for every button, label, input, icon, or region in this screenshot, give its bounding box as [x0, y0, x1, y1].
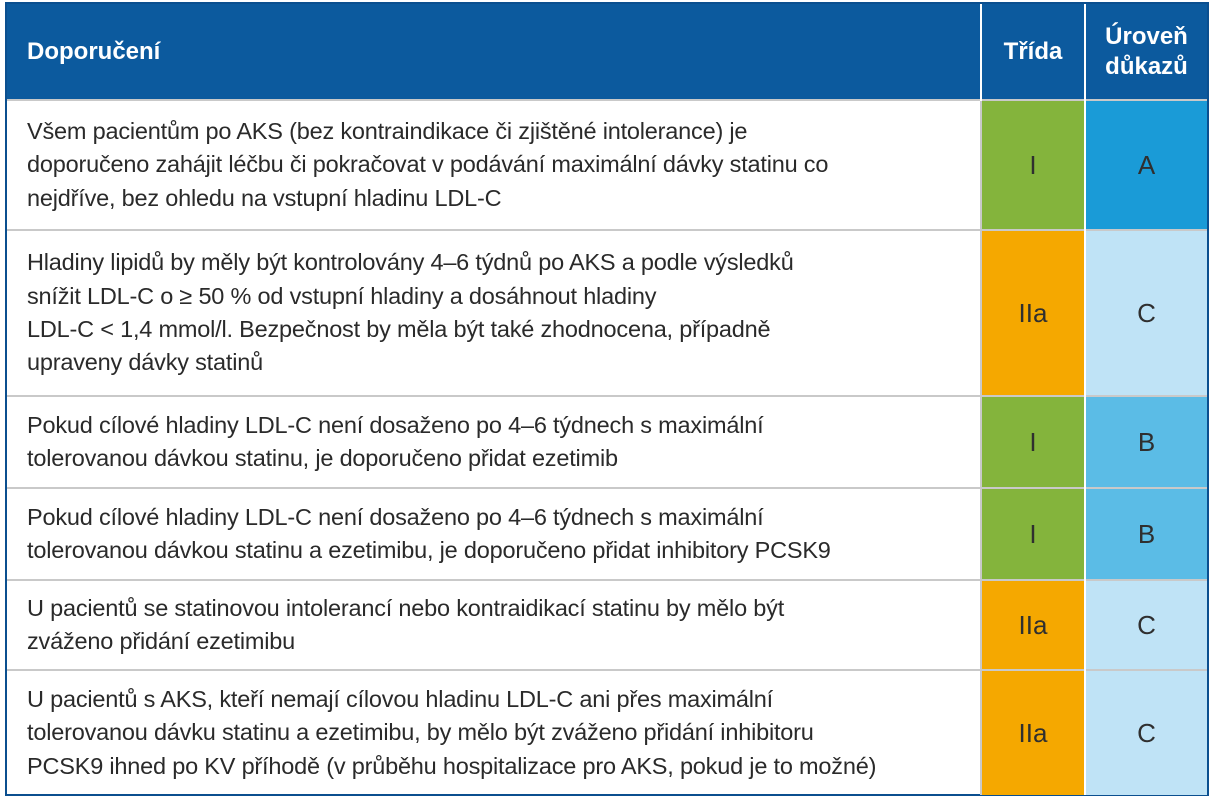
recommendation-line: Pokud cílové hladiny LDL-C není dosaženo po 4–6 týdnech s maximální [27, 503, 764, 530]
recommendation-line: zváženo přidání ezetimibu [27, 628, 296, 654]
level-cell: A [1085, 100, 1207, 230]
header-recommendation: Doporučení [7, 4, 981, 100]
recommendation-cell [7, 580, 981, 670]
table-header-row [7, 4, 1207, 100]
table-row [7, 580, 1207, 670]
class-cell: I [981, 488, 1085, 580]
recommendation-line: nejdříve, bez ohledu na vstupní hladinu LDL-C [27, 184, 502, 211]
table-row [7, 670, 1207, 795]
recommendation-line: tolerovanou dávku statinu a ezetimibu, by mělo být zváženo přidání inhibitoru [27, 719, 814, 746]
header-class: Třída [981, 4, 1085, 100]
recommendation-cell [7, 396, 981, 488]
recommendations-table-frame [5, 2, 1209, 796]
table-row [7, 488, 1207, 580]
level-cell: B [1085, 396, 1207, 488]
class-cell: I [981, 100, 1085, 230]
class-cell: I [981, 396, 1085, 488]
class-cell: IIa [981, 670, 1085, 795]
table-row [7, 100, 1207, 230]
recommendation-line: U pacientů se statinovou intolerancí nebo kontraidikací statinu by mělo být [27, 594, 785, 621]
recommendation-line: Pokud cílové hladiny LDL-C není dosaženo po 4–6 týdnech s maximální [27, 411, 764, 438]
table-row [7, 230, 1207, 396]
level-cell: C [1085, 580, 1207, 670]
table-row [7, 396, 1207, 488]
header-level-of-evidence [1085, 4, 1207, 100]
recommendation-line: upraveny dávky statinů [27, 349, 263, 376]
level-cell: C [1085, 230, 1207, 396]
recommendation-line: PCSK9 ihned po KV příhodě (v průběhu hospitalizace pro AKS, pokud je to možné) [27, 752, 877, 779]
header-level-line2: důkazů [1105, 52, 1188, 80]
recommendation-line: tolerovanou dávkou statinu a ezetimibu, je doporučeno přidat inhibitory PCSK9 [27, 537, 831, 563]
header-level-line1: Úroveň [1105, 22, 1188, 50]
recommendation-cell [7, 670, 981, 795]
level-cell: C [1085, 670, 1207, 795]
recommendation-line: Všem pacientům po AKS (bez kontraindikace či zjištěné intolerance) je [27, 117, 748, 144]
recommendation-line: snížit LDL-C o ≥ 50 % od vstupní hladiny a dosáhnout hladiny [27, 282, 657, 309]
recommendations-table [7, 4, 1207, 795]
recommendation-line: Hladiny lipidů by měly být kontrolovány 4–6 týdnů po AKS a podle výsledků [27, 249, 794, 276]
class-cell: IIa [981, 580, 1085, 670]
recommendation-cell [7, 100, 981, 230]
recommendation-cell [7, 488, 981, 580]
recommendation-line: LDL-C < 1,4 mmol/l. Bezpečnost by měla být také zhodnocena, případně [27, 316, 771, 342]
recommendation-line: tolerovanou dávkou statinu, je doporučeno přidat ezetimib [27, 445, 618, 471]
class-cell: IIa [981, 230, 1085, 396]
recommendation-cell [7, 230, 981, 396]
recommendation-line: doporučeno zahájit léčbu či pokračovat v podávání maximální dávky statinu co [27, 151, 829, 178]
recommendation-line: U pacientů s AKS, kteří nemají cílovou hladinu LDL-C ani přes maximální [27, 685, 773, 712]
level-cell: B [1085, 488, 1207, 580]
